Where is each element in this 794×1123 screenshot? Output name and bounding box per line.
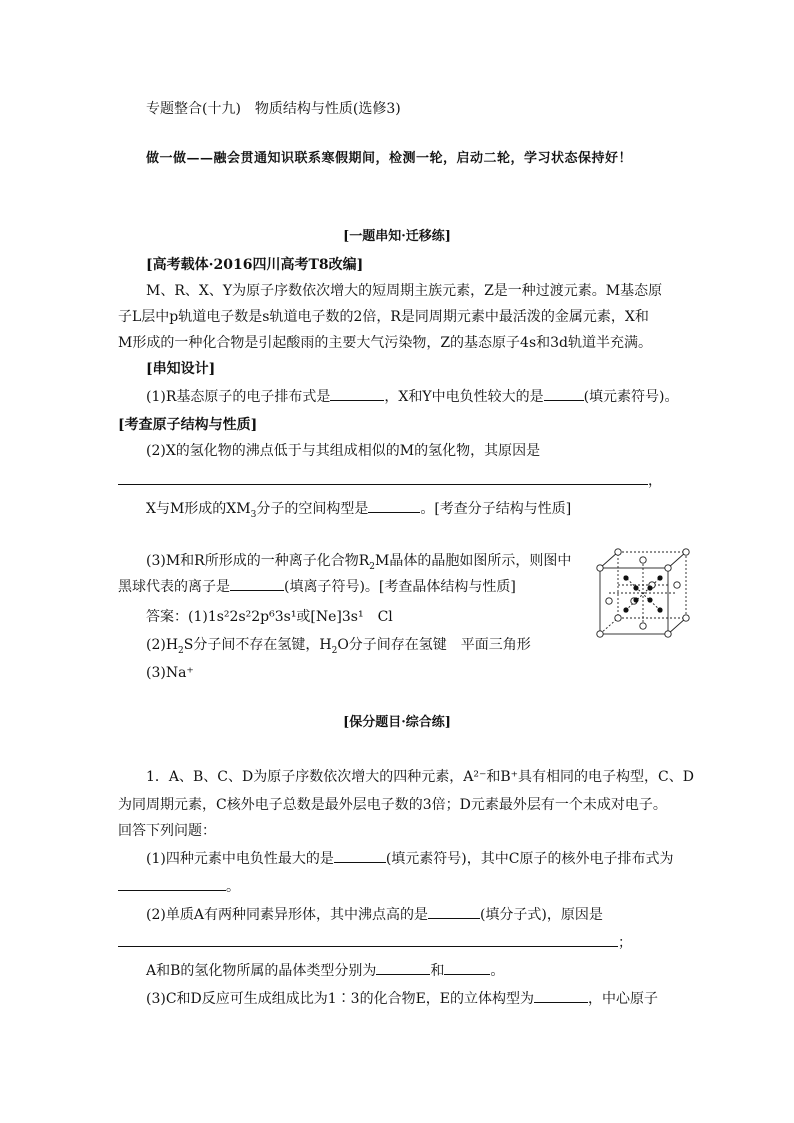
question-2-comma: ， — [648, 473, 662, 489]
answer-2 — [146, 634, 706, 662]
question-2: (2)X的氢化物的沸点低于与其组成相似的M的氢化物，其原因是 — [146, 443, 541, 459]
answer-blank[interactable] — [118, 470, 648, 485]
question-1-text-c: (填元素符号)。 — [583, 389, 679, 405]
question-3-text-d: (填离子符号)。[考查晶体结构与性质] — [284, 579, 516, 595]
problem-1-q1-text-c: 。 — [226, 879, 240, 895]
problem-1-q2-text-c: ； — [618, 935, 632, 951]
question-2-part-b — [146, 498, 706, 526]
problem-1-q1-cont — [118, 876, 678, 898]
question-1-text-a: (1)R基态原子的电子排布式是 — [146, 389, 331, 405]
stem-line-3: M形成的一种化合物是引起酸雨的主要大气污染物，Z的基态原子4s和3d轨道半充满。 — [118, 335, 653, 351]
answer-blank[interactable] — [534, 988, 588, 1003]
problem-1-line-3: 回答下列问题： — [118, 823, 216, 839]
design-tag: [串知设计] — [146, 361, 216, 377]
answer-3: (3)Na⁺ — [146, 665, 194, 681]
problem-1-q2-text-d: A和B的氢化物所属的晶体类型分别为 — [146, 963, 377, 979]
subscript: 2 — [178, 645, 184, 656]
question-3-text-a: (3)M和R所形成的一种离子化合物R — [146, 553, 370, 569]
question-2-answer-line — [118, 470, 678, 492]
answer-1-text: (1)1s²2s²2p⁶3s¹或[Ne]3s¹ Cl — [188, 609, 393, 625]
question-2-text-d: 。[考查分子结构与性质] — [420, 501, 572, 517]
stem-line-2: 子L层中p轨道电子数是s轨道电子数的2倍，R是同周期元素中最活泼的金属元素，X和 — [118, 309, 649, 325]
problem-1-q3-text-b: ，中心原子 — [588, 991, 659, 1007]
answer-blank[interactable] — [330, 386, 384, 401]
subscript: 2 — [369, 561, 375, 572]
problem-1-q2-text-a: (2)单质A有两种同素异形体，其中沸点高的是 — [146, 907, 428, 923]
answer-blank[interactable] — [544, 386, 584, 401]
slogan: 做一做——融会贯通知识联系寒假期间，检测一轮，启动二轮，学习状态保持好！ — [146, 151, 633, 166]
problem-1-q3-text-a: (3)C和D反应可生成组成比为1∶3的化合物E，E的立体构型为 — [146, 991, 535, 1007]
page-title: 专题整合(十九) 物质结构与性质(选修3) — [146, 101, 401, 117]
stem-line-1: M、R、X、Y为原子序数依次增大的短周期主族元素，Z是一种过渡元素。M基态原 — [146, 283, 663, 299]
question-1-text-b: ，X和Y中电负性较大的是 — [384, 389, 544, 405]
problem-1-q2 — [146, 904, 706, 926]
question-1 — [146, 386, 706, 408]
problem-1-q3 — [146, 988, 706, 1010]
problem-1-q2-text-b: (填分子式)，原因是 — [479, 907, 603, 923]
answer-blank[interactable] — [428, 904, 480, 919]
question-3-text-c: 黑球代表的离子是 — [118, 579, 230, 595]
problem-1-q1-text-b: (填元素符号)，其中C原子的核外电子排布式为 — [385, 851, 674, 867]
answer-2-text-c: O分子间存在氢键 平面三角形 — [337, 637, 531, 653]
question-3-text-b: M晶体的晶胞如图所示，则图中 — [374, 553, 572, 569]
problem-1-q1 — [146, 848, 706, 870]
problem-1-line-2: 为同周期元素，C核外电子总数是最外层电子数的3倍；D元素最外层有一个未成对电子。 — [118, 797, 667, 813]
answer-blank[interactable] — [118, 932, 618, 947]
question-1-tag: [考查原子结构与性质] — [118, 417, 258, 433]
section-header-1: [一题串知·迁移练] — [343, 229, 451, 244]
answer-blank[interactable] — [118, 876, 226, 891]
problem-1-line-1: 1．A、B、C、D为原子序数依次增大的四种元素，A²⁻和B⁺具有相同的电子构型，C、D — [146, 769, 694, 785]
answer-blank[interactable] — [334, 848, 386, 863]
section-header-2: [保分题目·综合练] — [343, 715, 451, 730]
crystal-cell-figure — [594, 548, 690, 638]
source-tag: [高考载体·2016四川高考T8改编] — [146, 257, 364, 273]
subscript: 2 — [331, 645, 338, 656]
subscript: 3 — [250, 509, 257, 520]
answer-blank[interactable] — [376, 960, 430, 975]
answer-label: 答案： — [146, 609, 188, 625]
problem-1-q2-part-b — [146, 960, 706, 982]
question-2-text-c: 分子的空间构型是 — [256, 501, 369, 517]
answer-blank[interactable] — [368, 498, 420, 513]
problem-1-q2-text-e: 和 — [430, 963, 445, 979]
problem-1-q2-text-f: 。 — [490, 963, 505, 979]
answer-2-text-a: (2)H — [146, 637, 179, 653]
answer-blank[interactable] — [444, 960, 490, 975]
question-2-text-b: X与M形成的XM — [146, 501, 251, 517]
problem-1-q2-answer-line — [118, 932, 678, 954]
answer-2-text-b: S分子间不存在氢键，H — [183, 637, 332, 653]
problem-1-q1-text-a: (1)四种元素中电负性最大的是 — [146, 851, 334, 867]
answer-blank[interactable] — [230, 576, 284, 591]
